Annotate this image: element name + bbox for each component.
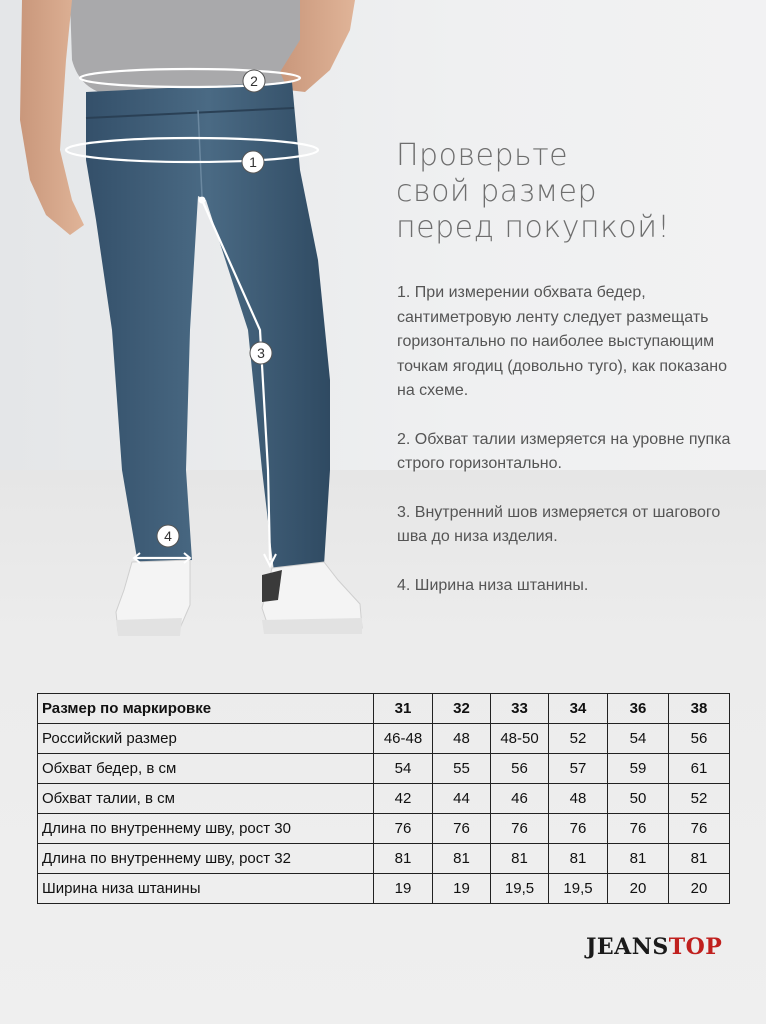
table-cell: 76 bbox=[608, 814, 669, 844]
row-label: Обхват бедер, в см bbox=[38, 754, 374, 784]
row-label: Ширина низа штанины bbox=[38, 874, 374, 904]
instruction-hips: 1. При измерении обхвата бедер, сантиметровую ленту следует размещать горизонтально по наиболее выступающим точкам ягодиц (довольно туго), как показано на схеме. bbox=[397, 284, 727, 399]
table-cell: 59 bbox=[608, 754, 669, 784]
table-cell: 81 bbox=[433, 844, 491, 874]
table-cell: 81 bbox=[608, 844, 669, 874]
table-header-label: Размер по маркировке bbox=[38, 694, 374, 724]
logo-jeans: JEANS bbox=[586, 934, 669, 960]
instruction-inseam: 3. Внутренний шов измеряется от шагового шва до низа изделия. bbox=[397, 503, 721, 545]
svg-text:4: 4 bbox=[164, 528, 172, 544]
table-cell: 61 bbox=[669, 754, 730, 784]
headline-line-2: свой размер bbox=[396, 174, 597, 209]
left-shoe bbox=[116, 560, 190, 636]
table-cell: 76 bbox=[669, 814, 730, 844]
table-cell: 46-48 bbox=[374, 724, 433, 754]
table-header-row bbox=[38, 694, 730, 724]
model-jeans-illustration bbox=[0, 0, 380, 650]
svg-text:1: 1 bbox=[249, 154, 257, 170]
size-header: 33 bbox=[491, 694, 549, 724]
table-row bbox=[38, 754, 730, 784]
table-cell: 19,5 bbox=[549, 874, 608, 904]
table-cell: 44 bbox=[433, 784, 491, 814]
table-cell: 48 bbox=[549, 784, 608, 814]
table-cell: 50 bbox=[608, 784, 669, 814]
row-label: Длина по внутреннему шву, рост 30 bbox=[38, 814, 374, 844]
logo-top: TOP bbox=[668, 934, 723, 960]
table-cell: 19 bbox=[433, 874, 491, 904]
marker-2 bbox=[243, 70, 265, 92]
table-row bbox=[38, 874, 730, 904]
size-header: 38 bbox=[669, 694, 730, 724]
headline-line-1: Проверьте bbox=[396, 138, 569, 173]
jeans bbox=[86, 82, 330, 572]
table-cell: 81 bbox=[491, 844, 549, 874]
headline-line-3: перед покупкой! bbox=[396, 210, 671, 245]
table-row bbox=[38, 784, 730, 814]
table-cell: 52 bbox=[669, 784, 730, 814]
table-cell: 54 bbox=[608, 724, 669, 754]
table-cell: 56 bbox=[491, 754, 549, 784]
table-cell: 48 bbox=[433, 724, 491, 754]
table-row bbox=[38, 724, 730, 754]
table-cell: 57 bbox=[549, 754, 608, 784]
tshirt bbox=[70, 0, 300, 95]
table-cell: 19,5 bbox=[491, 874, 549, 904]
row-label: Длина по внутреннему шву, рост 32 bbox=[38, 844, 374, 874]
table-cell: 56 bbox=[669, 724, 730, 754]
headline bbox=[396, 138, 736, 246]
table-cell: 42 bbox=[374, 784, 433, 814]
instruction-hem: 4. Ширина низа штанины. bbox=[397, 576, 589, 594]
size-header: 32 bbox=[433, 694, 491, 724]
table-cell: 54 bbox=[374, 754, 433, 784]
table-cell: 76 bbox=[374, 814, 433, 844]
size-header: 36 bbox=[608, 694, 669, 724]
table-cell: 81 bbox=[374, 844, 433, 874]
table-cell: 48-50 bbox=[491, 724, 549, 754]
table-cell: 81 bbox=[549, 844, 608, 874]
marker-4 bbox=[157, 525, 179, 547]
size-header: 31 bbox=[374, 694, 433, 724]
size-table bbox=[37, 693, 730, 904]
table-cell: 46 bbox=[491, 784, 549, 814]
svg-text:2: 2 bbox=[250, 73, 258, 89]
size-header: 34 bbox=[549, 694, 608, 724]
table-row bbox=[38, 844, 730, 874]
table-row bbox=[38, 814, 730, 844]
table-cell: 52 bbox=[549, 724, 608, 754]
table-cell: 55 bbox=[433, 754, 491, 784]
marker-3 bbox=[250, 342, 272, 364]
table-cell: 76 bbox=[433, 814, 491, 844]
table-cell: 19 bbox=[374, 874, 433, 904]
right-shoe bbox=[262, 562, 362, 634]
row-label: Российский размер bbox=[38, 724, 374, 754]
row-label: Обхват талии, в см bbox=[38, 784, 374, 814]
svg-text:3: 3 bbox=[257, 345, 265, 361]
marker-1 bbox=[242, 151, 264, 173]
table-cell: 20 bbox=[669, 874, 730, 904]
brand-logo bbox=[586, 934, 722, 960]
table-cell: 20 bbox=[608, 874, 669, 904]
instructions bbox=[397, 281, 742, 622]
table-cell: 76 bbox=[491, 814, 549, 844]
table-cell: 81 bbox=[669, 844, 730, 874]
instruction-waist: 2. Обхват талии измеряется на уровне пупка строго горизонтально. bbox=[397, 430, 731, 472]
table-cell: 76 bbox=[549, 814, 608, 844]
